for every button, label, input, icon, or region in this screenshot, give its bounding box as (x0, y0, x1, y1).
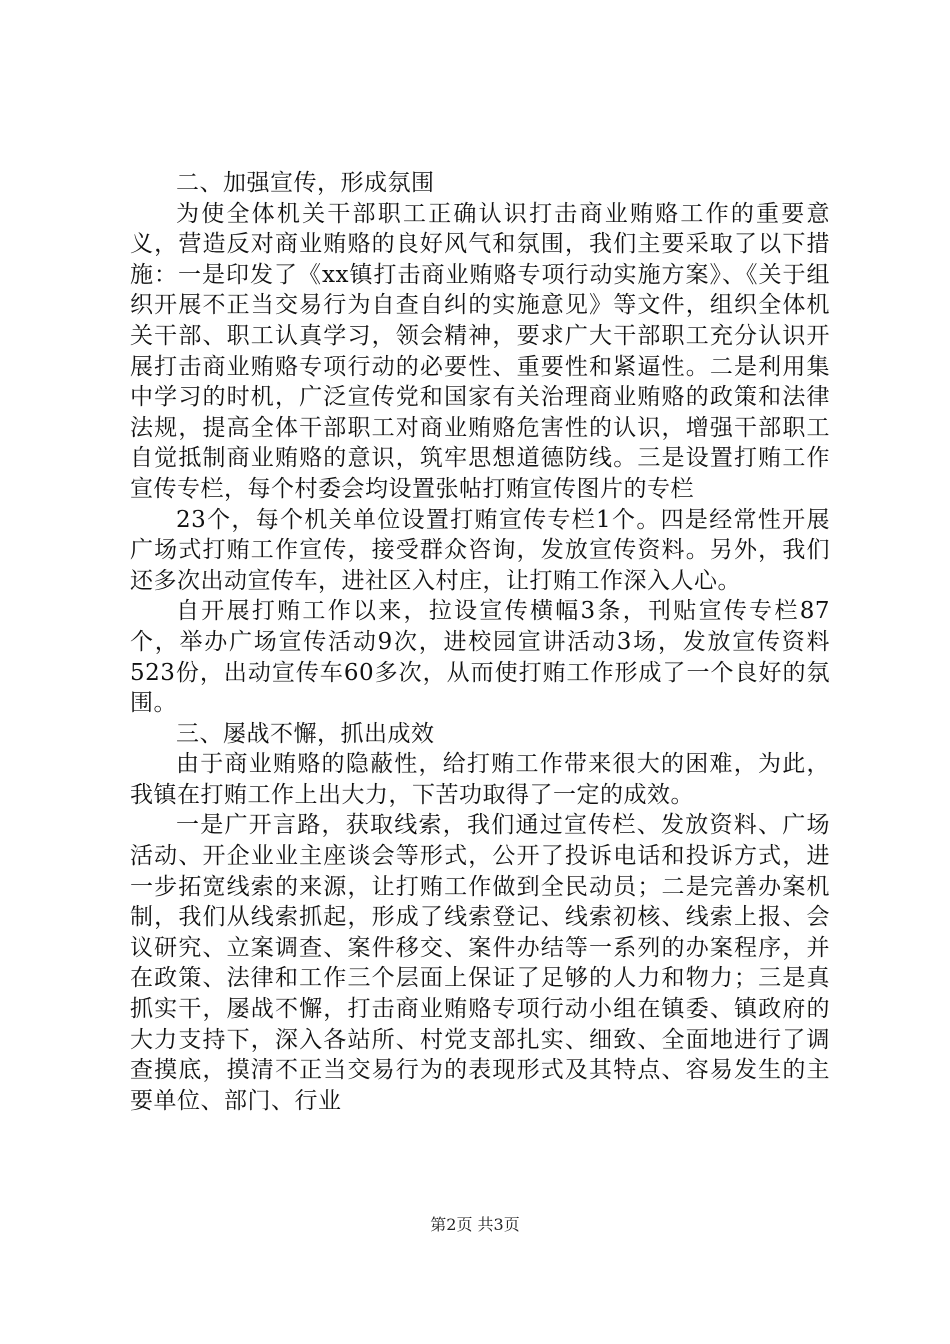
paragraph-1: 为使全体机关干部职工正确认识打击商业贿赂工作的重要意义，营造反对商业贿赂的良好风气和氛围，我们主要采取了以下措施：一是印发了《xx镇打击商业贿赂专项行动实施方案》、《关于组织开展不正当交易行为自查自纠的实施意见》等文件，组织全体机关干部、职工认真学习，领会精神，要求广大干部职工充分认识开展打击商业贿赂专项行动的必要性、重要性和紧逼性。二是利用集中学习的时机，广泛宣传党和国家有关治理商业贿赂的政策和法律法规，提高全体干部职工对商业贿赂危害性的认识，增强干部职工自觉抵制商业贿赂的意识，筑牢思想道德防线。三是设置打贿工作宣传专栏，每个村委会均设置张帖打贿宣传图片的专栏 (130, 200, 830, 502)
section-heading-3: 三、屡战不懈，抓出成效 (176, 720, 435, 747)
paragraph-4: 由于商业贿赂的隐蔽性，给打贿工作带来很大的困难，为此，我镇在打贿工作上出大力，下苦功取得了一定的成效。 (130, 751, 830, 808)
page-footer: 第2页 共3页 (430, 1215, 520, 1234)
document-body (130, 168, 830, 1116)
paragraph-3: 自开展打贿工作以来，拉设宣传横幅3条，刊贴宣传专栏87个，举办广场宣传活动9次，进校园宣讲活动3场，发放宣传资料523份，出动宣传车60多次，从而使打贿工作形成了一个良好的氛围。 (130, 598, 830, 717)
paragraph-5: 一是广开言路，获取线索，我们通过宣传栏、发放资料、广场活动、开企业业主座谈会等形式，公开了投诉电话和投诉方式，进一步拓宽线索的来源，让打贿工作做到全民动员；二是完善办案机制，我们从线索抓起，形成了线索登记、线索初核、线索上报、会议研究、立案调查、案件移交、案件办结等一系列的办案程序，并在政策、法律和工作三个层面上保证了足够的人力和物力；三是真抓实干，屡战不懈，打击商业贿赂专项行动小组在镇委、镇政府的大力支持下，深入各站所、村党支部扎实、细致、全面地进行了调查摸底，摸清不正当交易行为的表现形式及其特点、容易发生的主要单位、部门、行业 (130, 812, 830, 1114)
paragraph-2: 23个，每个机关单位设置打贿宣传专栏1个。四是经常性开展广场式打贿工作宣传，接受群众咨询，发放宣传资料。另外，我们还多次出动宣传车，进社区入村庄，让打贿工作深入人心。 (130, 506, 830, 594)
section-heading-2: 二、加强宣传，形成氛围 (176, 170, 435, 196)
